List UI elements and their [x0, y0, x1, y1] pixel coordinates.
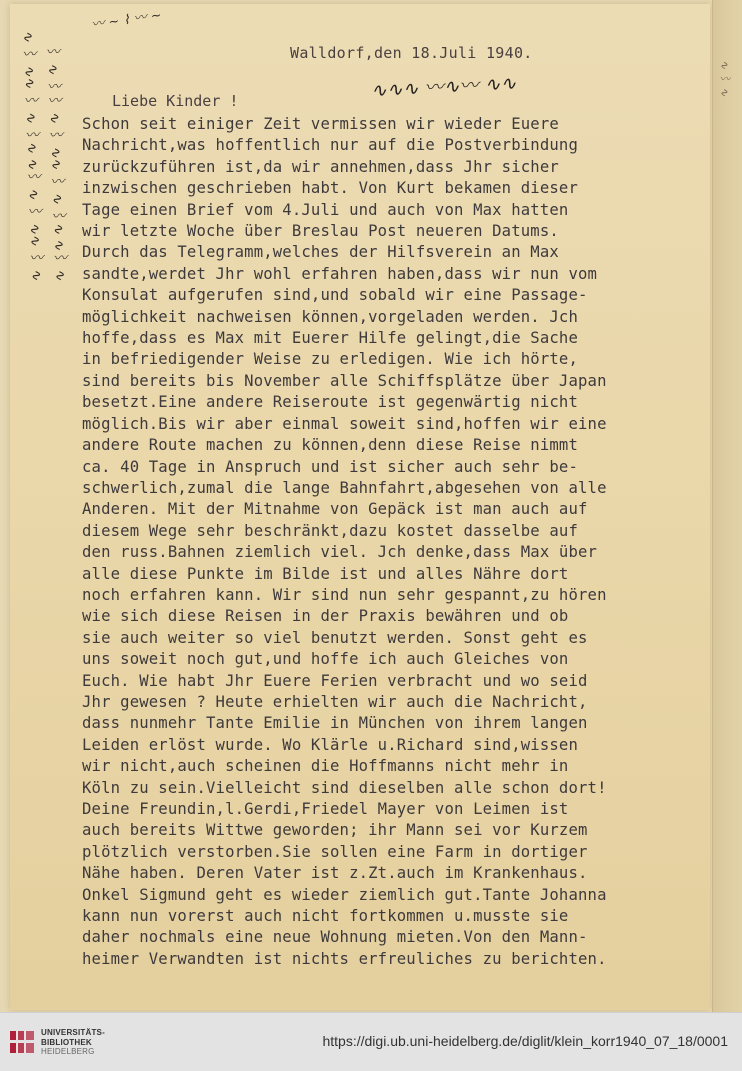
letter-line: noch erfahren kann. Wir sind nun sehr gespannt,zu hören [82, 585, 607, 604]
letter-line: möglich.Bis wir aber einmal soweit sind,hoffen wir eine [82, 414, 607, 433]
letter-line: Schon seit einiger Zeit vermissen wir wieder Euere [82, 115, 559, 133]
handwritten-margin-note-outer: ∿ 〰︎ ∿∿ 〰︎ ∿ 〰︎∿ ∿〰︎ ∿ 〰︎ ∿∿ 〰︎ ∿ [19, 30, 45, 281]
viewer-footer [0, 1012, 742, 1071]
letter-line: auch bereits Wittwe geworden; ihr Mann sei vor Kurzem [82, 821, 588, 840]
letter-line: sie auch weiter so viel benutzt werden. Sonst geht es [82, 628, 588, 647]
letter-line: besetzt.Eine andere Reiseroute ist gegenwärtig nicht [82, 393, 578, 412]
letter-line: Nähe haben. Deren Vater ist z.Zt.auch im Krankenhaus. [82, 864, 588, 883]
letter-line: sind bereits bis November alle Schiffsplätze über Japan [82, 371, 607, 390]
letter-line: möglichkeit nachweisen können,vorgeladen werden. Jch [82, 307, 578, 326]
letter-line: Nachricht,was hoffentlich nur auf die Postverbindung [82, 136, 578, 155]
letter-line: alle diese Punkte im Bilde ist und alles Nähre dort [82, 564, 569, 583]
handwritten-note-top-left: 〰︎ ∼ ⌇ 〰︎ ∼ [90, 8, 163, 33]
letter-line: wir letzte Woche über Breslau Post neueren Datums. [82, 222, 559, 241]
handwritten-margin-note-inner: 〰︎ ∿ 〰︎〰︎ ∿ 〰︎ ∿∿ 〰︎ ∿ 〰︎∿ ∿〰︎ ∿ [43, 44, 68, 281]
library-name-line-2: BIBLIOTHEK [41, 1037, 92, 1047]
letter-line: schwerlich,zumal die lange Bahnfahrt,abgesehen von alle [82, 478, 607, 497]
letter-line: den russ.Bahnen ziemlich viel. Jch denke,dass Max über [82, 543, 598, 562]
letter-line: Durch das Telegramm,welches der Hilfsverein an Max [82, 243, 559, 262]
letter-line: diesem Wege sehr beschränkt,dazu kostet dasselbe auf [82, 521, 578, 540]
letter-line: Deine Freundin,l.Gerdi,Friedel Mayer von Leimen ist [82, 800, 569, 818]
letter-line: Leiden erlöst wurde. Wo Klärle u.Richard sind,wissen [82, 735, 578, 754]
letter-line: heimer Verwandten ist nichts erfreuliches zu berichten. [82, 949, 607, 968]
letter-line: uns soweit noch gut,und hoffe ich auch Gleiches von [82, 650, 569, 669]
library-name-line-3: HEIDELBERG [41, 1047, 95, 1056]
letter-body [82, 114, 722, 970]
letter-line: kann nun vorerst auch nicht fortkommen u.musste sie [82, 907, 569, 926]
letter-line: Euch. Wie habt Jhr Euere Ferien verbracht und wo seid [82, 671, 588, 690]
letter-line: hoffe,dass es Max mit Euerer Hilfe gelingt,die Sache [82, 329, 578, 348]
library-name-line-1: UNIVERSITÄTS- [41, 1028, 105, 1037]
letter-line: in befriedigender Weise zu erledigen. Wie ich hörte, [82, 350, 578, 369]
permalink-url[interactable]: https://digi.ub.uni-heidelberg.de/diglit/klein_korr1940_07_18/0001 [322, 1033, 728, 1049]
letter-line: dass nunmehr Tante Emilie in München von ihrem langen [82, 714, 588, 733]
letter-line: daher nochmals eine neue Wohnung mieten.Von den Mann- [82, 928, 588, 947]
letter-dateline: Walldorf,den 18.Juli 1940. [290, 44, 533, 62]
letter-line: Tage einen Brief vom 4.Juli und auch von Max hatten [82, 200, 569, 219]
letter-line: ca. 40 Tage in Anspruch und ist sicher auch sehr be- [82, 457, 578, 476]
letter-line: Onkel Sigmund geht es wieder ziemlich gut.Tante Johanna [82, 885, 607, 904]
letter-line: Köln zu sein.Vielleicht sind dieselben alle schon dort! [82, 778, 607, 797]
letter-line: plötzlich verstorben.Sie sollen eine Farm in dortiger [82, 842, 588, 861]
letter-line: wir nicht,auch scheinen die Hoffmanns nicht mehr in [82, 757, 569, 776]
letter-line: zurückzuführen ist,da wir annehmen,dass Jhr sicher [82, 157, 559, 176]
letter-line: wie sich diese Reisen in der Praxis bewähren und ob [82, 607, 569, 626]
university-library-logo-icon [8, 1027, 36, 1057]
letter-line: andere Route machen zu können,denn diese Reise nimmt [82, 436, 578, 455]
handwritten-strip-note: ∿ 〰︎ ∿ [718, 60, 731, 97]
letter-line: Anderen. Mit der Mitnahme von Gepäck ist man auch auf [82, 500, 588, 519]
letter-line: inzwischen geschrieben habt. Von Kurt bekamen dieser [82, 179, 578, 198]
letter-line: Jhr gewesen ? Heute erhielten wir auch die Nachricht, [82, 692, 588, 711]
handwritten-note-top-right: ∿∿∿ 〰︎∿〰︎ ∿∿ [370, 72, 517, 102]
letter-line: Konsulat aufgerufen sind,und sobald wir eine Passage- [82, 286, 588, 305]
letter-salutation: Liebe Kinder ! [112, 92, 239, 110]
library-name[interactable] [41, 1028, 105, 1057]
letter-line: sandte,werdet Jhr wohl erfahren haben,dass wir nun vom [82, 264, 598, 283]
